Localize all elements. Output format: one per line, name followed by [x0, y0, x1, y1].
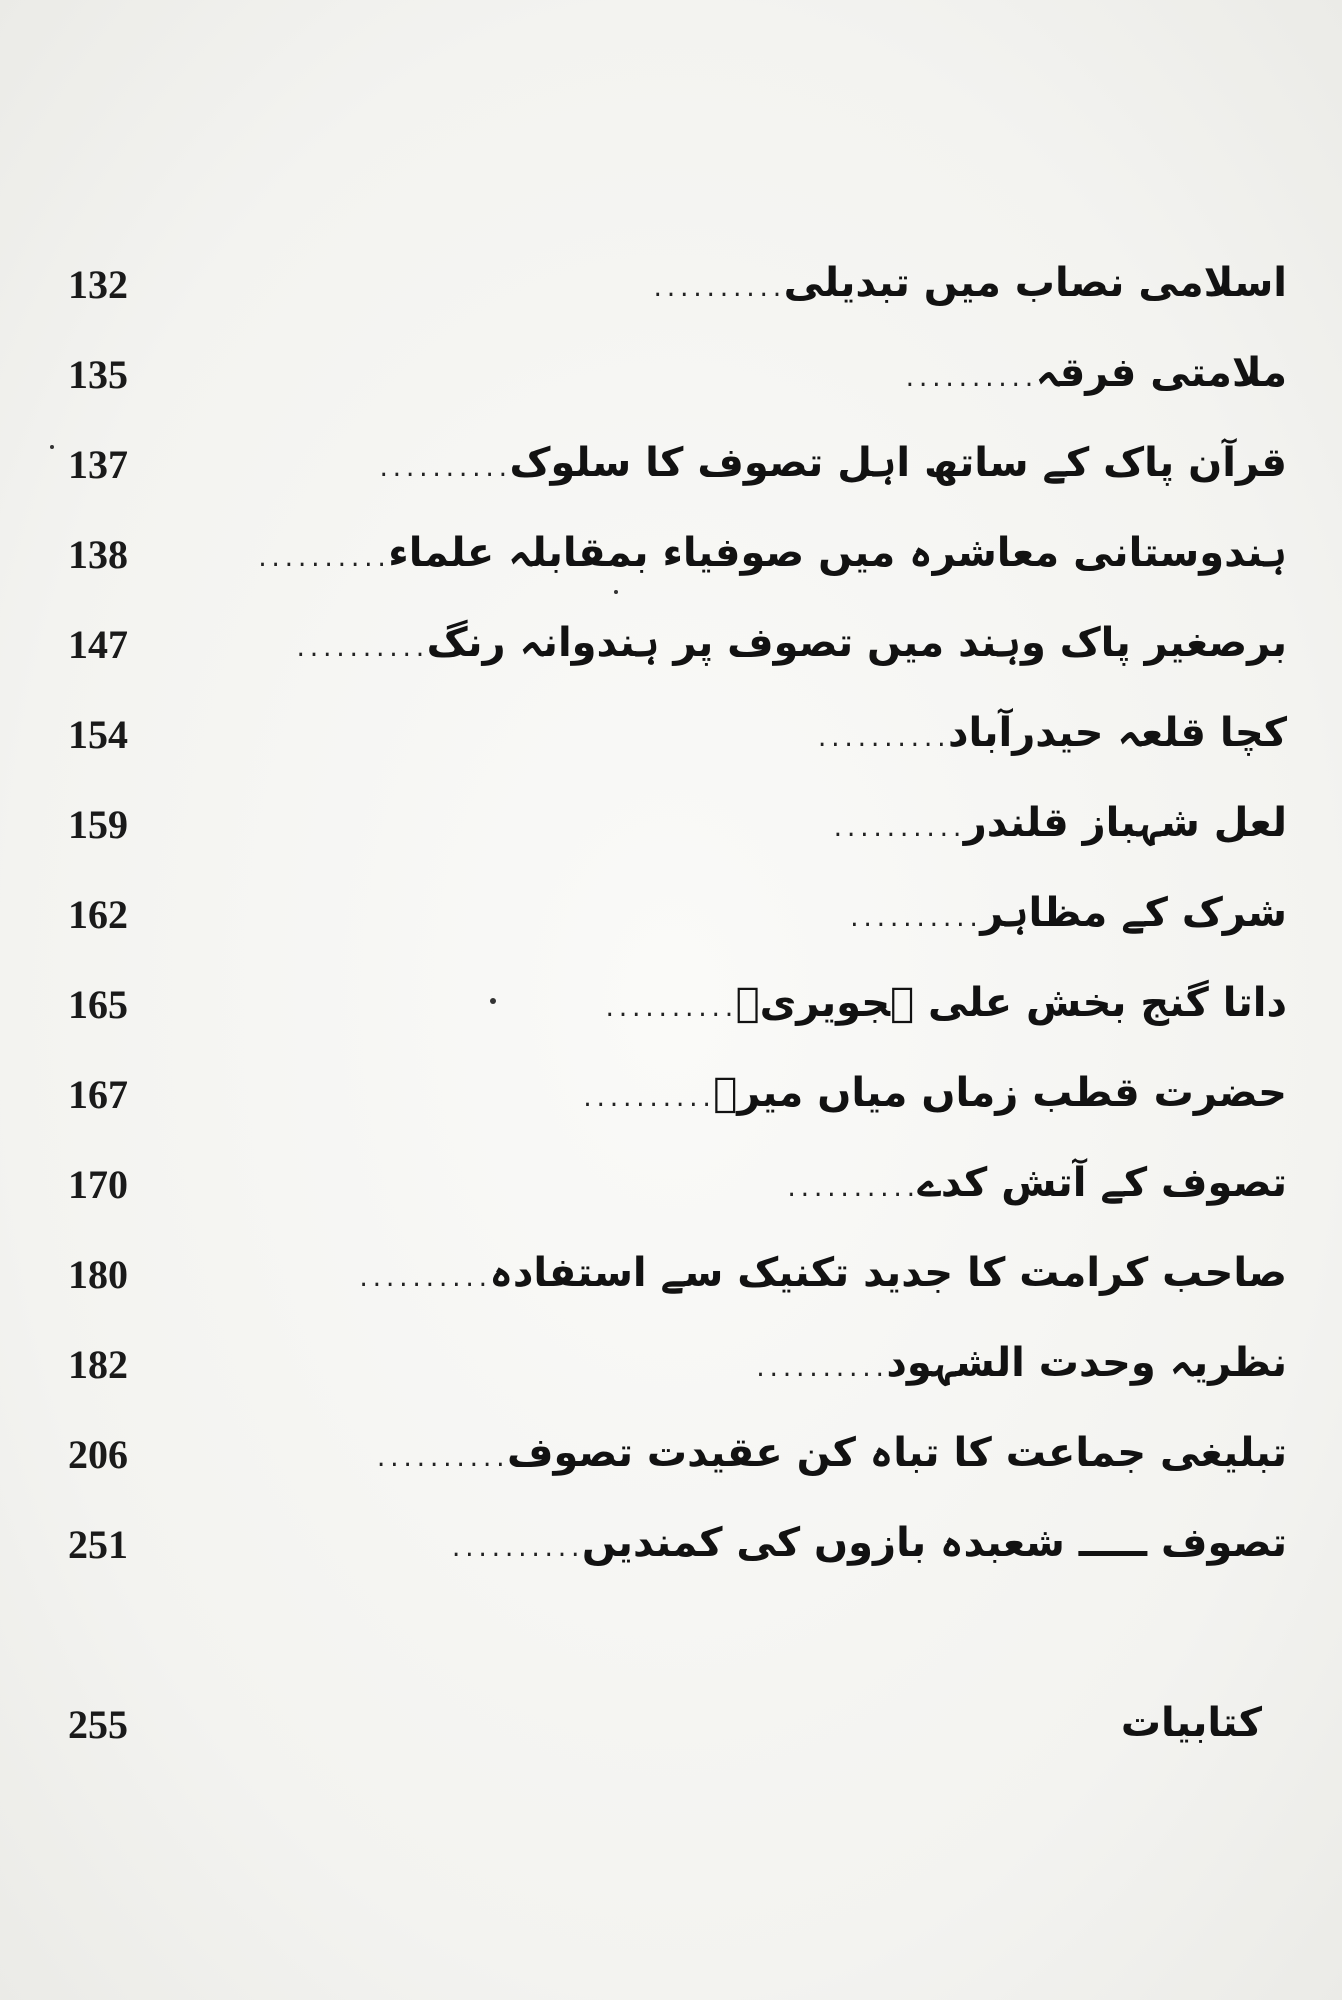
toc-entry[interactable] [0, 250, 1342, 320]
entry-title: کچا قلعہ حیدرآباد.......... [815, 710, 1287, 756]
entry-title: ہندوستانی معاشرہ میں صوفیاء بمقابلہ علماء.......... [255, 530, 1287, 576]
leader-dots: .......... [847, 907, 981, 932]
ink-speck [490, 998, 496, 1004]
entry-title: داتا گنج بخش علی ہجویریؒ.......... [603, 980, 1287, 1026]
toc-entry[interactable] [0, 1060, 1342, 1130]
toc-entry[interactable] [0, 700, 1342, 770]
leader-dots: .......... [255, 547, 389, 572]
toc-entry[interactable] [0, 880, 1342, 950]
toc-entry[interactable] [0, 1240, 1342, 1310]
entry-title: برصغیر پاک وہند میں تصوف پر ہندوانہ رنگ.......... [294, 620, 1287, 666]
page-number: 206 [68, 1432, 128, 1477]
leader-dots: .......... [580, 1087, 714, 1112]
page-number: 147 [68, 622, 128, 667]
page-number: 180 [68, 1252, 128, 1297]
entry-title: تصوف ـــــ شعبدہ بازوں کی کمندیں.......... [449, 1520, 1287, 1566]
page-number: 162 [68, 892, 128, 937]
toc-entry[interactable] [0, 1510, 1342, 1580]
leader-dots: .......... [294, 637, 427, 662]
toc-entry[interactable] [0, 430, 1342, 500]
toc-entry[interactable] [0, 610, 1342, 680]
toc-entry[interactable] [0, 790, 1342, 860]
page-number: 137 [68, 442, 128, 487]
entry-title: شرک کے مظاہر.......... [847, 890, 1287, 936]
page-number: 182 [68, 1342, 128, 1387]
entry-title: اسلامی نصاب میں تبدیلی.......... [651, 260, 1287, 306]
page-number: 167 [68, 1072, 128, 1117]
page-number: 135 [68, 352, 128, 397]
entry-title: تبلیغی جماعت کا تباہ کن عقیدت تصوف.......... [374, 1430, 1287, 1476]
page-number: 255 [68, 1702, 128, 1747]
page-number: 159 [68, 802, 128, 847]
leader-dots: .......... [651, 277, 784, 302]
leader-dots: .......... [903, 367, 1036, 392]
leader-dots: .......... [815, 727, 948, 752]
page-number: 251 [68, 1522, 128, 1567]
page-number: 132 [68, 262, 128, 307]
entry-title: نظریہ وحدت الشہود.......... [753, 1340, 1287, 1386]
leader-dots: .......... [374, 1447, 507, 1472]
ink-speck [614, 590, 618, 594]
leader-dots: .......... [831, 817, 964, 842]
entry-title: حضرت قطب زماں میاں میرؒ.......... [580, 1070, 1287, 1116]
page-number: 165 [68, 982, 128, 1027]
toc-entry[interactable] [0, 1150, 1342, 1220]
toc-entry[interactable] [0, 340, 1342, 410]
ink-speck [50, 445, 54, 449]
entry-title: تصوف کے آتش کدے.......... [785, 1160, 1287, 1206]
toc-entry[interactable] [0, 1330, 1342, 1400]
entry-title: ملامتی فرقہ.......... [903, 350, 1287, 396]
bibliography-title: کتابیات [1120, 1700, 1262, 1746]
page-number: 154 [68, 712, 128, 757]
leader-dots: .......... [377, 457, 510, 482]
toc-entry-bibliography[interactable] [0, 1690, 1342, 1760]
toc-entry[interactable] [0, 1420, 1342, 1490]
leader-dots: .......... [357, 1267, 490, 1292]
toc-entry[interactable] [0, 520, 1342, 590]
leader-dots: .......... [603, 997, 736, 1022]
leader-dots: .......... [785, 1177, 918, 1202]
entry-title: صاحب کرامت کا جدید تکنیک سے استفادہ.......... [357, 1250, 1287, 1296]
entry-title: لعل شہباز قلندر.......... [831, 800, 1287, 846]
page-number: 138 [68, 532, 128, 577]
leader-dots: .......... [753, 1357, 887, 1382]
page-number: 170 [68, 1162, 128, 1207]
leader-dots: .......... [449, 1537, 582, 1562]
toc-entry[interactable] [0, 970, 1342, 1040]
entry-title: قرآن پاک کے ساتھ اہل تصوف کا سلوک.......... [377, 440, 1287, 486]
